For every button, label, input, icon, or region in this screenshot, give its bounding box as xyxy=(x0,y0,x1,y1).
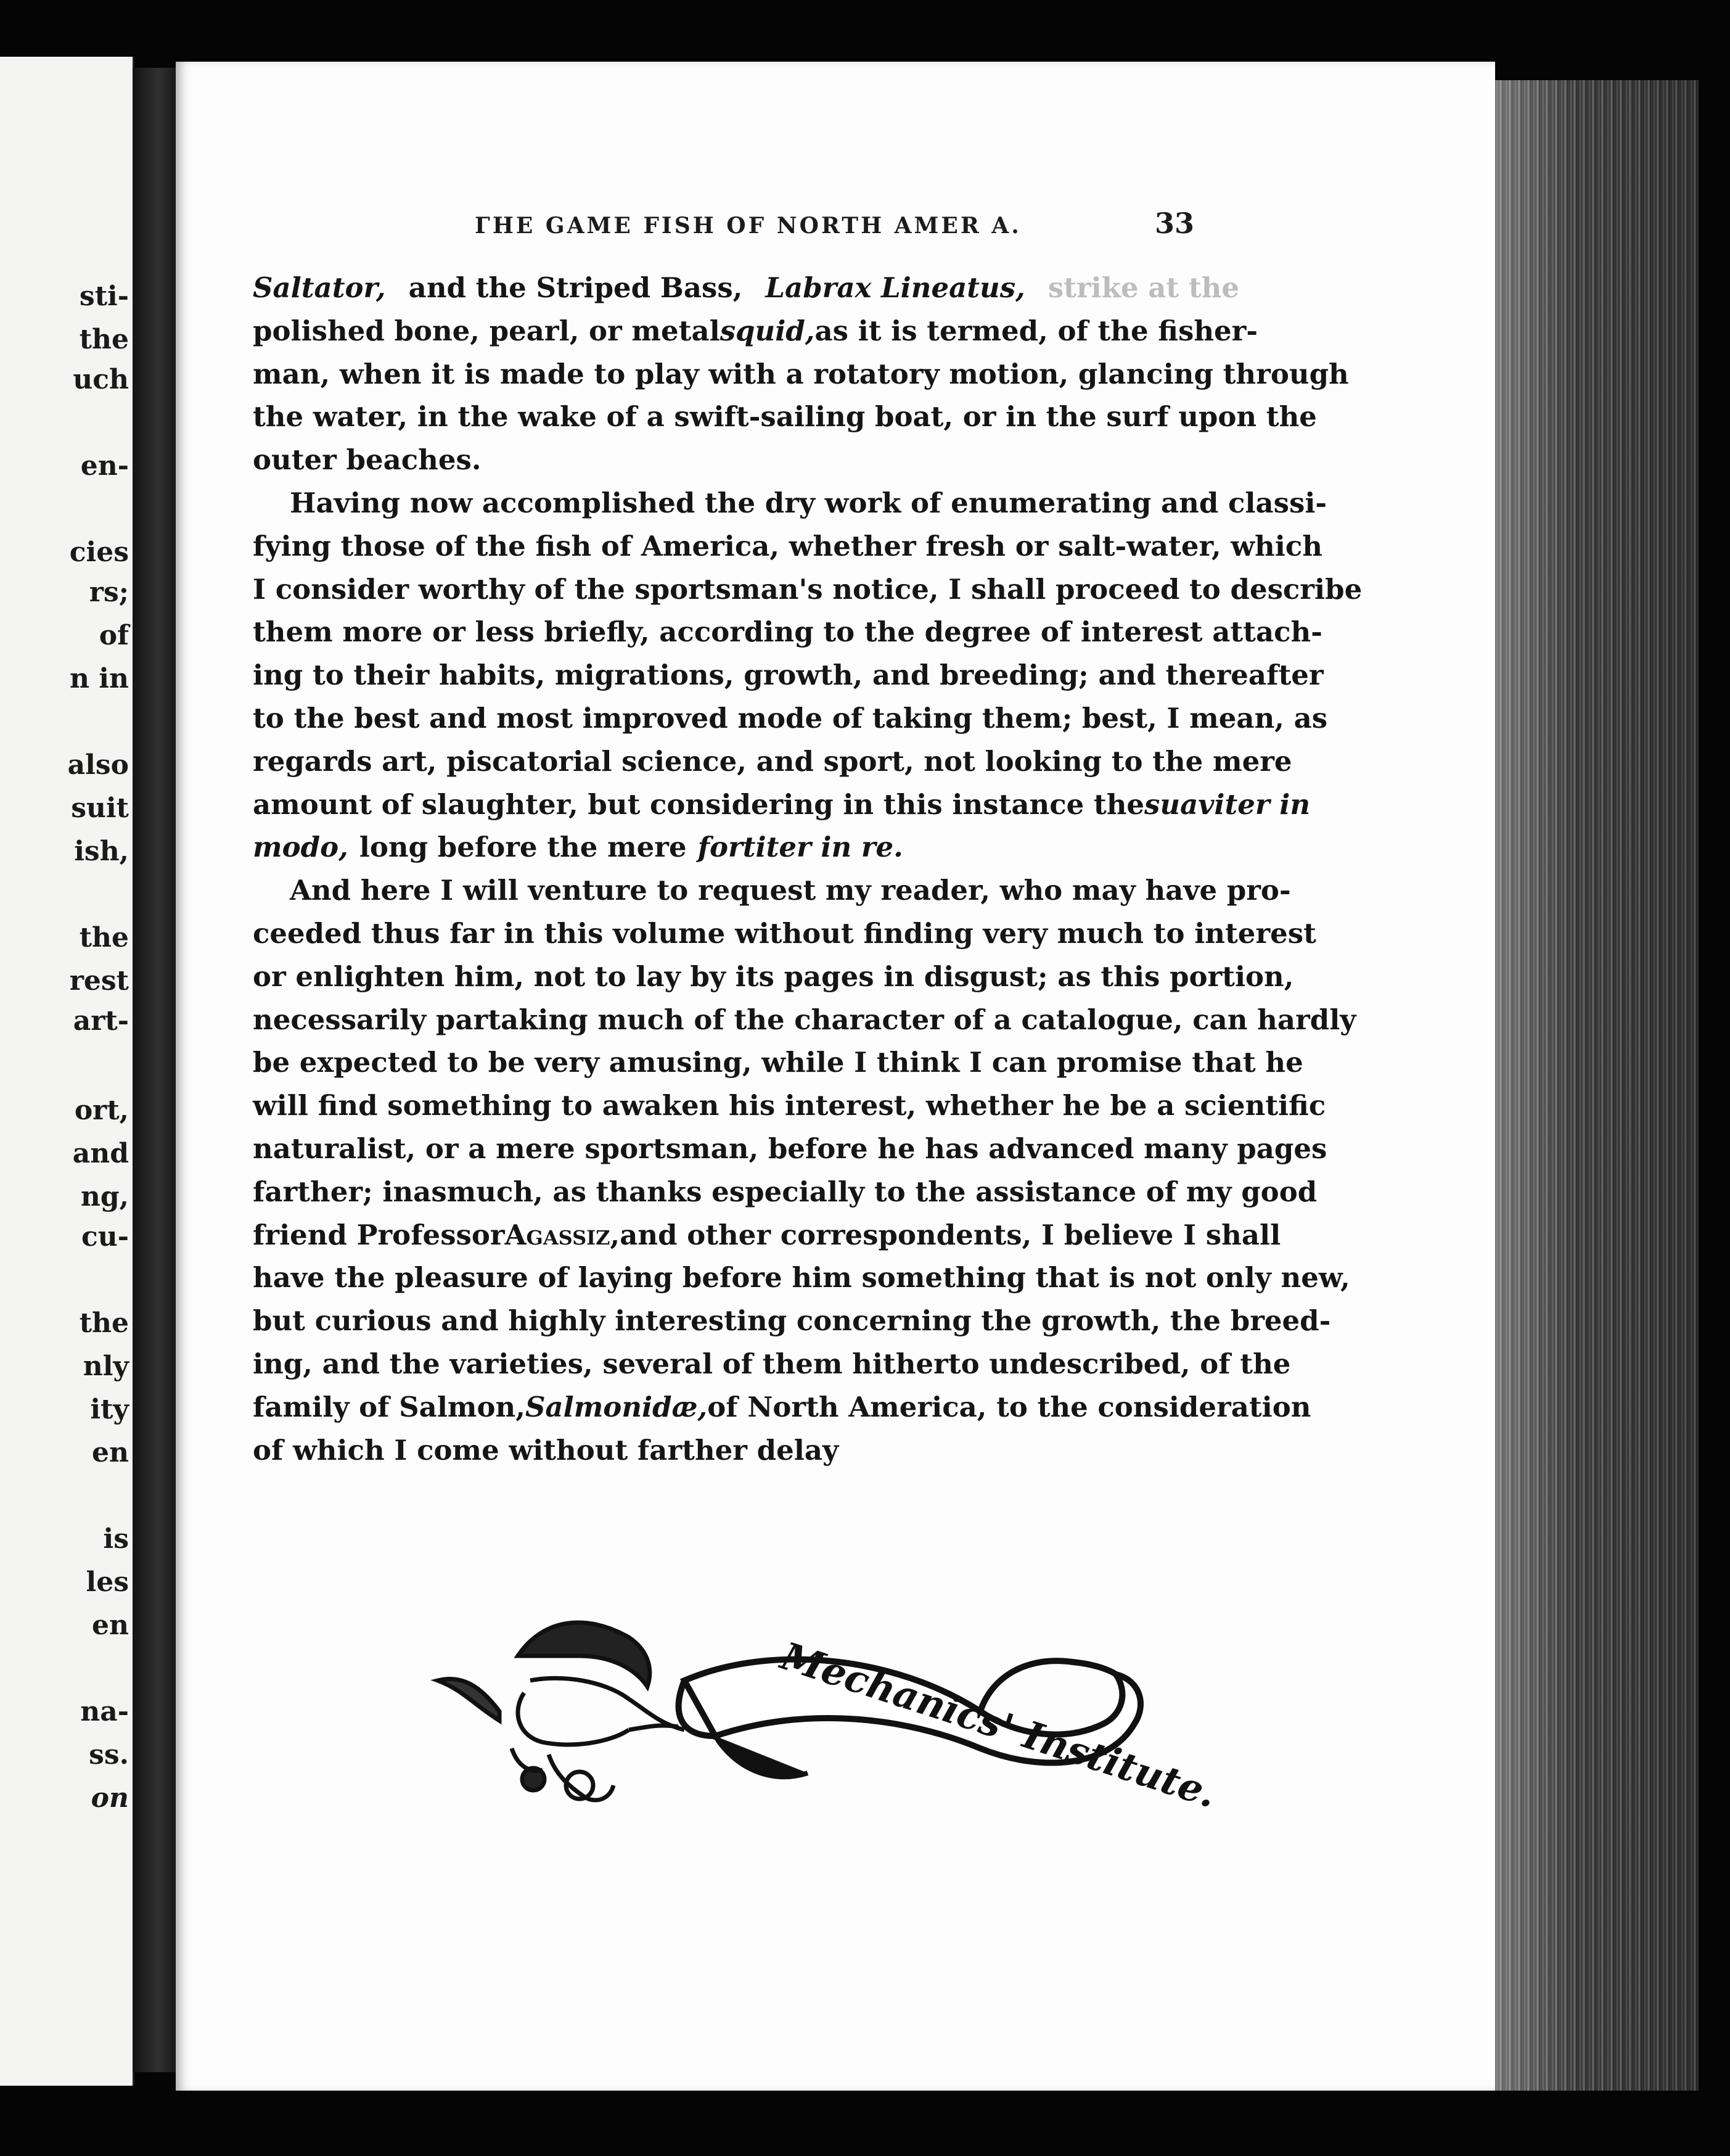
text-segment: of which I come without farther delay xyxy=(253,1433,839,1467)
left-page-text-fragment: les xyxy=(86,1566,129,1598)
text-line xyxy=(253,1347,1291,1391)
italic-term: fortiter in re. xyxy=(697,831,903,864)
text-line xyxy=(253,1089,1326,1132)
text-line xyxy=(253,1304,1331,1348)
text-line xyxy=(253,916,1316,960)
text-line xyxy=(253,1218,1281,1262)
left-page-text-fragment: uch xyxy=(73,364,129,395)
text-line xyxy=(253,615,1322,659)
text-line xyxy=(253,744,1292,788)
text-line xyxy=(253,400,1317,443)
text-line xyxy=(253,357,1349,401)
text-segment: man, when it is made to play with a rotatory motion, glancing through xyxy=(253,357,1349,390)
italic-term: squid, xyxy=(719,314,815,347)
text-line xyxy=(253,1390,1311,1434)
text-segment: as it is termed, of the fisher- xyxy=(814,314,1258,347)
text-segment: Having now accomplished the dry work of enumerating and classi- xyxy=(290,486,1327,519)
left-page-text-fragment: en- xyxy=(80,450,129,482)
text-line xyxy=(253,1175,1318,1219)
left-page-text-fragment: ss. xyxy=(89,1739,129,1771)
left-page-text-fragment: the xyxy=(79,922,129,953)
text-line xyxy=(253,1132,1327,1175)
text-line xyxy=(253,701,1328,745)
text-segment: and other correspondents, I believe I shall xyxy=(620,1218,1281,1251)
text-segment: and the Striped Bass, xyxy=(408,271,743,304)
left-page-text-fragment: ish, xyxy=(74,836,129,867)
text-segment: Agassiz, xyxy=(504,1218,620,1251)
text-segment: will find something to awaken his interest, whether he be a scientific xyxy=(253,1089,1326,1122)
text-line xyxy=(253,443,1239,487)
banner-text: Mechanics' Institute. xyxy=(776,1633,1223,1817)
text-segment: have the pleasure of laying before him something that is not only new, xyxy=(253,1261,1350,1294)
text-segment: farther; inasmuch, as thanks especially to the assistance of my good xyxy=(253,1175,1318,1208)
text-segment: family of Salmon, xyxy=(253,1390,525,1423)
text-line xyxy=(253,1046,1303,1089)
left-page-text-fragment: nly xyxy=(83,1351,129,1382)
text-segment: to the best and most improved mode of taking them; best, I mean, as xyxy=(253,701,1328,734)
italic-term: modo, xyxy=(253,831,348,864)
text-line xyxy=(253,486,1327,530)
text-line xyxy=(253,874,1291,917)
text-segment: fying those of the fish of America, whether fresh or salt-water, which xyxy=(253,529,1322,562)
text-segment: ing to their habits, migrations, growth, and breeding; and thereafter xyxy=(253,659,1324,692)
text-line xyxy=(253,271,1239,315)
left-page-text-fragment: sti- xyxy=(79,281,129,312)
left-page-text-fragment: the xyxy=(79,1307,129,1339)
text-segment: of North America, to the consideration xyxy=(707,1390,1311,1423)
left-page-text-fragment: cu- xyxy=(81,1221,129,1253)
left-page-text-fragment: rest xyxy=(69,965,129,997)
italic-term: Saltator, xyxy=(253,271,386,304)
left-page-text-fragment: ng, xyxy=(80,1181,129,1212)
text-segment: strike at the xyxy=(1047,271,1239,304)
text-line xyxy=(253,831,1239,874)
text-line xyxy=(253,960,1294,1003)
left-page-text-fragment: also xyxy=(67,749,129,781)
left-page-text-fragment: en xyxy=(92,1610,129,1641)
left-page-text-fragment: is xyxy=(103,1523,129,1555)
text-segment: I consider worthy of the sportsman's notice, I shall proceed to describe xyxy=(253,572,1363,606)
italic-term: suaviter in xyxy=(1144,788,1311,821)
facing-page-left xyxy=(0,57,134,2086)
text-line xyxy=(253,314,1258,358)
left-page-text-fragment: en xyxy=(92,1437,129,1468)
text-line xyxy=(253,788,1311,831)
left-page-text-fragment: na- xyxy=(80,1696,129,1727)
left-page-text-fragment: ity xyxy=(90,1394,129,1425)
text-segment: necessarily partaking much of the character of a catalogue, can hardly xyxy=(253,1003,1356,1036)
page-edge-stack xyxy=(1495,80,1699,2091)
banner-scroll xyxy=(679,1633,1223,1817)
text-segment: ceeded thus far in this volume without finding very much to interest xyxy=(253,916,1316,950)
text-line xyxy=(253,1261,1350,1304)
left-page-text-fragment: suit xyxy=(71,792,129,824)
left-page-text-fragment: n in xyxy=(69,663,129,694)
text-segment: be expected to be very amusing, while I think I can promise that he xyxy=(253,1046,1303,1079)
left-page-text-fragment: of xyxy=(99,620,129,651)
book-gutter xyxy=(133,68,176,2072)
text-segment: polished bone, pearl, or metal xyxy=(253,314,720,347)
text-segment: long before the mere xyxy=(359,831,687,864)
text-line xyxy=(253,529,1322,573)
text-line xyxy=(253,1003,1356,1047)
bird-icon xyxy=(438,1623,684,1800)
text-segment: or enlighten him, not to lay by its pages in disgust; as this portion, xyxy=(253,960,1294,993)
text-segment: regards art, piscatorial science, and sport, not looking to the mere xyxy=(253,744,1292,778)
text-segment: ing, and the varieties, several of them hitherto undescribed, of the xyxy=(253,1347,1291,1380)
text-segment: And here I will venture to request my reader, who may have pro- xyxy=(290,874,1291,907)
text-line xyxy=(253,1434,1239,1477)
left-page-text-fragment: and xyxy=(72,1138,129,1169)
text-segment: the water, in the wake of a swift-sailing boat, or in the surf upon the xyxy=(253,400,1317,434)
text-segment: them more or less briefly, according to the degree of interest attach- xyxy=(253,615,1322,649)
text-line xyxy=(253,572,1363,616)
left-page-text-fragment: art- xyxy=(73,1005,129,1037)
text-segment: friend Professor xyxy=(253,1218,505,1251)
text-line xyxy=(253,659,1324,702)
text-segment: amount of slaughter, but considering in this instance the xyxy=(253,788,1145,821)
italic-term: Labrax Lineatus, xyxy=(765,271,1025,304)
left-page-text-fragment: the xyxy=(79,324,129,355)
italic-term: Salmonidæ, xyxy=(525,1390,708,1423)
running-head: ГHE GAME FISH OF NORTH AMER A. xyxy=(475,213,1022,239)
body-text xyxy=(253,271,1363,1476)
left-page-text-fragment: ort, xyxy=(74,1095,129,1126)
left-page-text-fragment: cies xyxy=(69,537,129,568)
text-segment: but curious and highly interesting concerning the growth, the breed- xyxy=(253,1304,1331,1338)
text-segment: outer beaches. xyxy=(253,443,482,477)
mechanics-institute-stamp xyxy=(425,1588,1223,1822)
left-page-text-fragment: on xyxy=(91,1782,129,1814)
page-number: 33 xyxy=(1155,207,1195,240)
text-segment: naturalist, or a mere sportsman, before he has advanced many pages xyxy=(253,1132,1327,1165)
left-page-text-fragment: rs; xyxy=(89,577,129,608)
